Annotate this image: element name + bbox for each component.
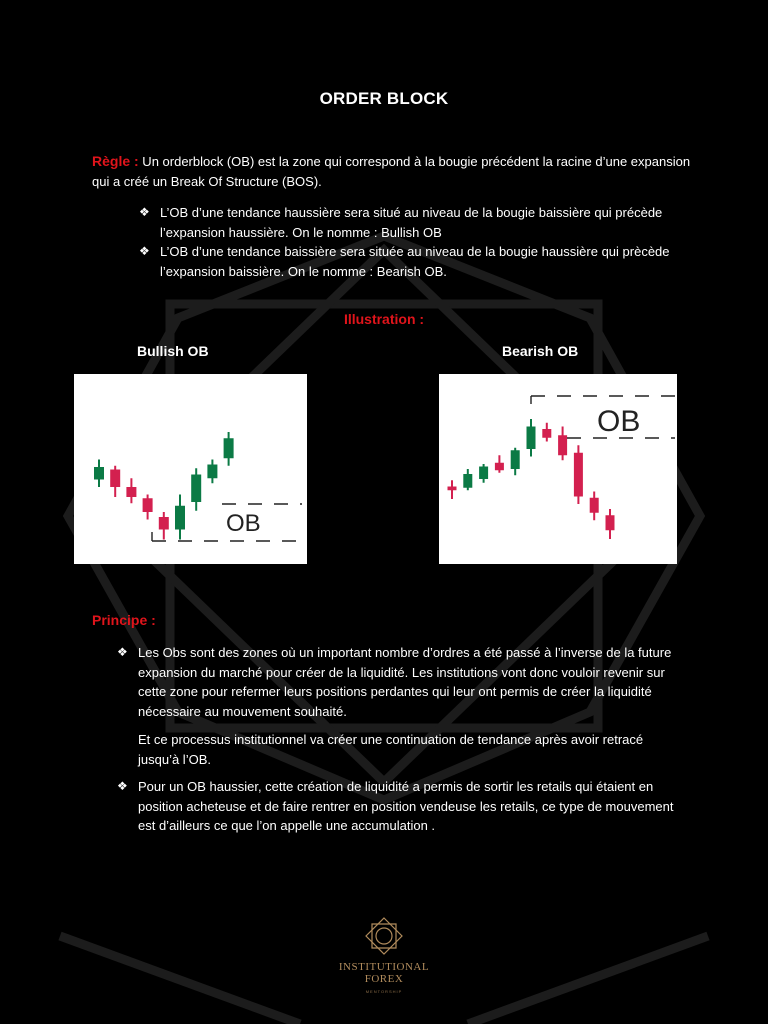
bullish-candle (94, 467, 104, 480)
bearish-candle (606, 515, 615, 530)
diamond-bullet-icon: ❖ (117, 645, 128, 659)
rule-text: Un orderblock (OB) est la zone qui correspond à la bougie précédent la racine d’une expansion qui a créé un Break Of Structure (BOS). (92, 154, 691, 189)
bullish-candle (527, 427, 536, 450)
diamond-bullet-icon: ❖ (139, 205, 150, 219)
bullish-candle (479, 467, 488, 480)
bearish-candle (110, 470, 120, 488)
bullish-candle (224, 438, 234, 458)
bearish-candle (558, 435, 567, 455)
principe-bullet-1 (117, 643, 682, 721)
rule-paragraph (92, 152, 692, 191)
logo-line-1: INSTITUTIONAL (338, 961, 430, 973)
rule-label: Règle : (92, 153, 139, 169)
ob-zone-label: OB (597, 405, 641, 438)
list-item (139, 242, 679, 281)
bullet-text: L’OB d’une tendance haussière sera situé au niveau de la bougie baissière qui précède l’expansion haussière. On le nomme : Bullish OB (160, 205, 663, 240)
principe-bullet-2 (117, 777, 682, 836)
bearish-candle (126, 487, 136, 497)
bullet-text: L’OB d’une tendance baissière sera située au niveau de la bougie haussière qui prècède l’expansion baissière. On le nomme : Bearish OB. (160, 244, 670, 279)
bearish-ob-label: Bearish OB (502, 343, 579, 359)
bearish-candle (590, 498, 599, 513)
principe-label: Principe : (92, 612, 156, 628)
bearish-candle (495, 463, 504, 471)
bullish-ob-chart (74, 374, 307, 564)
list-item (117, 643, 682, 721)
bearish-candle (143, 498, 153, 512)
bullish-ob-label: Bullish OB (137, 343, 209, 359)
bullish-candle (175, 506, 185, 530)
list-item (117, 777, 682, 836)
diamond-bullet-icon: ❖ (139, 244, 150, 258)
bullish-candle (191, 475, 201, 503)
bullish-candles-svg (74, 374, 307, 564)
bearish-candle (448, 487, 457, 491)
bearish-candle (542, 429, 551, 438)
bullish-candle (463, 474, 472, 488)
bearish-candle (574, 453, 583, 497)
bearish-candle (159, 517, 169, 530)
diamond-bullet-icon: ❖ (117, 779, 128, 793)
principe-paragraph: Et ce processus institutionnel va créer une continuation de tendance après avoir retracé jusqu’à l’OB. (138, 732, 644, 767)
bullet-text: Pour un OB haussier, cette création de liquidité a permis de sortir les retails qui étaient en position acheteuse et de faire rentrer en position vendeuse les retails, ce type de mouvement est d’ailleurs ce que l’on appelle une accumulation . (138, 779, 674, 833)
bullet-text: Les Obs sont des zones où un important nombre d’ordres a été passé à l’inverse de la future expansion du marché pour créer de la liquidité. Les institutions vont donc vouloir revenir sur cette zone pour refermer leurs positions perdantes qui leur ont permis de créer la liquidité nécessaire au mouvement souhaité. (138, 645, 672, 719)
list-item (139, 203, 679, 242)
bullish-candle (207, 465, 217, 479)
illustration-label: Illustration : (343, 311, 425, 327)
logo-line-3: MENTORSHIP (365, 989, 403, 994)
page-title: ORDER BLOCK (319, 89, 449, 108)
bearish-ob-chart (439, 374, 677, 564)
geometric-diamond-icon (364, 916, 404, 956)
institutional-forex-logo (334, 916, 434, 994)
bearish-candles-svg (439, 374, 677, 564)
bullish-candle (511, 450, 520, 469)
logo-line-2: FOREX (364, 973, 404, 985)
ob-zone-label: OB (226, 510, 261, 537)
rule-bullet-list (139, 203, 679, 281)
